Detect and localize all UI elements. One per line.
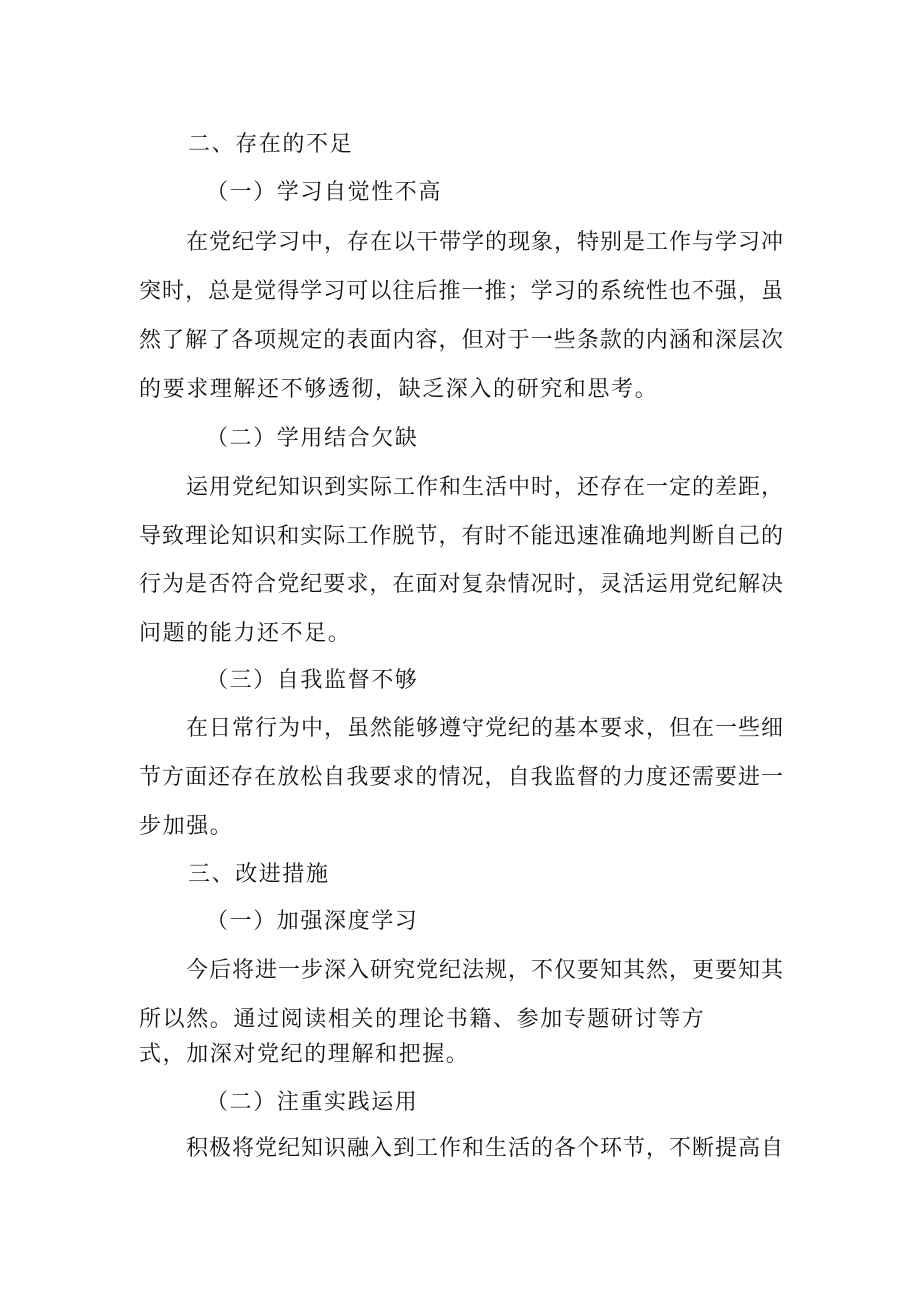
paragraph-line: 在党纪学习中，存在以干带学的现象，特别是工作与学习冲	[186, 230, 783, 255]
subsection-heading: （二）学用结合欠缺	[206, 426, 419, 451]
paragraph-line: 积极将党纪知识融入到工作和生活的各个环节，不断提高自	[186, 1136, 783, 1161]
subsection-heading: （二）注重实践运用	[206, 1090, 419, 1115]
paragraph-line: 突时，总是觉得学习可以往后推一推；学习的系统性也不强，虽	[139, 279, 783, 304]
paragraph-line: 步加强。	[139, 814, 234, 839]
section-heading: 二、存在的不足	[188, 132, 354, 157]
paragraph-line: 节方面还存在放松自我要求的情况，自我监督的力度还需要进一	[139, 765, 783, 790]
section-heading: 三、改进措施	[188, 862, 330, 887]
paragraph-line: 所以然。通过阅读相关的理论书籍、参加专题研讨等方	[139, 1007, 706, 1032]
paragraph-line: 式，加深对党纪的理解和把握。	[139, 1042, 470, 1067]
paragraph-line: 今后将进一步深入研究党纪法规，不仅要知其然，更要知其	[186, 958, 783, 983]
subsection-heading: （一）加强深度学习	[206, 909, 419, 934]
paragraph-line: 运用党纪知识到实际工作和生活中时，还存在一定的差距，	[186, 475, 783, 500]
subsection-heading: （一）学习自觉性不高	[206, 180, 443, 205]
subsection-heading: （三）自我监督不够	[206, 668, 419, 693]
paragraph-line: 行为是否符合党纪要求，在面对复杂情况时，灵活运用党纪解决	[139, 572, 783, 597]
paragraph-line: 的要求理解还不够透彻，缺乏深入的研究和思考。	[139, 377, 659, 402]
paragraph-line: 问题的能力还不足。	[139, 621, 352, 646]
paragraph-line: 在日常行为中，虽然能够遵守党纪的基本要求，但在一些细	[186, 716, 783, 741]
paragraph-line: 导致理论知识和实际工作脱节，有时不能迅速准确地判断自己的	[139, 524, 783, 549]
paragraph-line: 然了解了各项规定的表面内容，但对于一些条款的内涵和深层次	[139, 328, 783, 353]
